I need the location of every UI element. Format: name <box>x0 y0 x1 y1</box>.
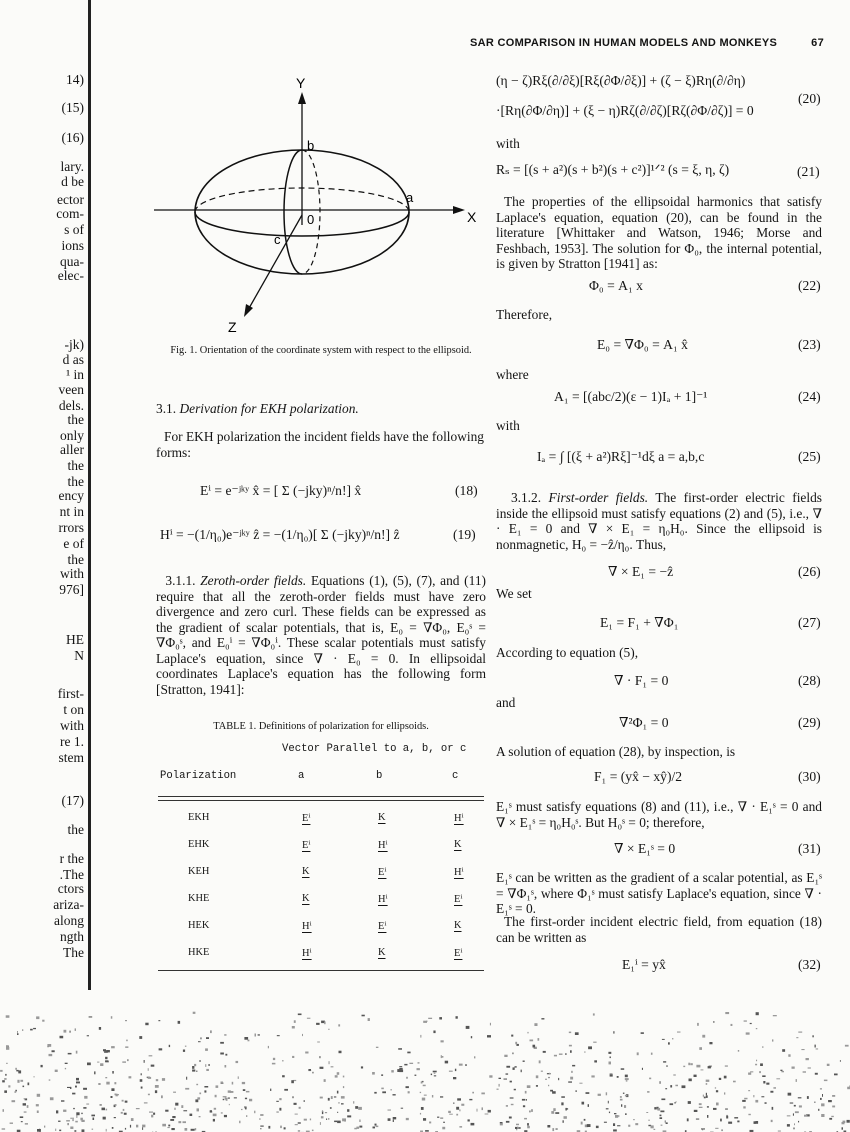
table-cell: K <box>378 947 386 958</box>
page-edge <box>88 0 91 990</box>
equation-30-number: (30) <box>798 769 821 784</box>
fragment-text: (16) <box>61 130 84 145</box>
fragment-text: HE <box>66 632 84 647</box>
figure-caption: Fig. 1. Orientation of the coordinate system with respect to the ellipsoid. <box>170 345 472 356</box>
paragraph-e1s-conditions: E₁ˢ must satisfy equations (8) and (11), i.e., ∇ · E₁ˢ = 0 and ∇ × E₁ˢ = η₀H₀ˢ. But H₀ˢ = 0; therefore, <box>496 799 822 830</box>
table-cell: Eⁱ <box>378 867 387 878</box>
section-title: Zeroth-order fields. <box>200 573 307 588</box>
equation-20-line-1: (η − ζ)Rξ(∂/∂ξ)[Rξ(∂Φ/∂ξ)] + (ζ − ξ)Rη(∂/∂η) <box>496 73 746 88</box>
fragment-text: The <box>63 945 84 960</box>
equation-26-number: (26) <box>798 564 821 579</box>
table-rule-top-2 <box>158 800 484 801</box>
text-according: According to equation (5), <box>496 645 639 660</box>
fragment-text: the <box>67 458 84 473</box>
table-cell: K <box>302 866 310 877</box>
label-y: Y <box>296 75 306 91</box>
table-cell: K <box>454 920 462 931</box>
paragraph-incident-fields: For EKH polarization the incident fields have the following forms: <box>156 429 484 460</box>
fragment-text: stem <box>58 750 84 765</box>
fragment-text: veen <box>58 382 84 397</box>
equation-23: E₀ = ∇Φ₀ = A₁ x̂ <box>597 337 688 352</box>
section-number: 3.1. <box>156 401 177 416</box>
equation-19: Hⁱ = −(1/η₀)e⁻ʲᵏʸ ẑ = −(1/η₀)[ Σ (−jky)ⁿ/n!] ẑ <box>160 527 400 542</box>
table-cell: Eⁱ <box>378 921 387 932</box>
fragment-text: ector <box>57 192 84 207</box>
fragment-text: first- <box>57 686 84 701</box>
equation-32: E₁ⁱ = yx̂ <box>622 957 666 972</box>
text-we-set: We set <box>496 586 532 601</box>
fragment-text: d be <box>61 174 84 189</box>
paragraph-incident-first-order: The first-order incident electric field, from equation (18) can be written as <box>496 914 822 945</box>
column-header: Polarization <box>160 770 237 782</box>
section-3-1-1 <box>156 573 486 697</box>
equation-28-number: (28) <box>798 673 821 688</box>
paragraph-scalar-potential: E₁ˢ can be written as the gradient of a scalar potential, as E₁ˢ = ∇Φ₁ˢ, where Φ₁ˢ must satisfy Laplace's equation, since ∇ · E₁ˢ = 0. <box>496 870 822 916</box>
equation-26: ∇ × E₁ = −ẑ <box>608 564 674 579</box>
fragment-text: along <box>54 913 84 928</box>
label-origin: 0 <box>307 212 315 227</box>
fragment-text: (15) <box>61 100 84 115</box>
fragment-text: the <box>67 474 84 489</box>
fragment-text: ariza- <box>53 897 84 912</box>
table-cell: Eⁱ <box>454 894 463 905</box>
table-rule-top <box>158 796 484 797</box>
equation-24-number: (24) <box>798 389 821 404</box>
fragment-text: ngth <box>59 929 84 944</box>
equation-27-number: (27) <box>798 615 821 630</box>
section-number: 3.1.1. <box>165 573 196 588</box>
table-cell: Eⁱ <box>454 948 463 959</box>
fragment-text: qua- <box>60 254 84 269</box>
equation-21: Rₛ = [(s + a²)(s + b²)(s + c²)]¹ᐟ² (s = ξ, η, ζ) <box>496 162 730 177</box>
fragment-text: -jk) <box>64 337 84 352</box>
row-polarization: EKH <box>188 812 210 823</box>
fragment-text: elec- <box>57 268 84 283</box>
equation-30: F₁ = (yx̂ − xŷ)/2 <box>594 769 683 784</box>
fragment-text: com- <box>56 206 84 221</box>
fragment-text: the <box>67 822 84 837</box>
row-polarization: KEH <box>188 866 210 877</box>
fragment-text: nt in <box>59 504 84 519</box>
label-b: b <box>307 138 315 153</box>
equation-31-number: (31) <box>798 841 821 856</box>
table-rule-bottom <box>158 970 484 971</box>
fragment-text: the <box>67 412 84 427</box>
equation-29-number: (29) <box>798 715 821 730</box>
row-polarization: EHK <box>188 839 210 850</box>
fragment-text: dels. <box>58 398 84 413</box>
text-with-2: with <box>496 418 520 433</box>
table-cell: K <box>454 839 462 850</box>
section-number: 3.1.2. <box>510 490 542 505</box>
fragment-text: r the <box>59 851 84 866</box>
column-header: c <box>452 770 459 782</box>
fragment-text: 14) <box>66 72 84 87</box>
paragraph-zeroth-order: Equations (1), (5), (7), and (11) require that all the zeroth-order fields must have zero divergence and zero curl. These fields can be expressed as the gradient of scalar potentials, that is, E₀ = ∇Φ₀, E₀ˢ = ∇Φ₀ˢ, and E₀ⁱ = ∇Φ₀ⁱ. These scalar potentials must satisfy Laplace's equation, since ∇ · E₀ = 0. In ellipsoidal coordinates Laplace's equation has the following form [Stratton, 1941]: <box>156 573 486 697</box>
fragment-text: with <box>59 718 84 733</box>
fragment-text: ency <box>58 488 84 503</box>
equation-22: Φ₀ = A₁ x <box>589 278 643 293</box>
row-polarization: HKE <box>188 947 210 958</box>
table-cell: K <box>302 893 310 904</box>
paragraph-first-order: The first-order electric fields inside the ellipsoid must satisfy equations (2) and (5), i.e., ∇ · E₁ = 0 and ∇ × E₁ = η₀H₀. Since the ellipsoid is nonmagnetic, H₀ = −ẑ/η₀. Thus, <box>496 490 823 552</box>
adjacent-page-fragment <box>0 0 86 990</box>
table-cell: K <box>378 812 386 823</box>
text-therefore: Therefore, <box>496 307 553 322</box>
table-cell: Hⁱ <box>454 813 464 824</box>
paragraph-ellipsoidal-harmonics: The properties of the ellipsoidal harmonics that satisfy Laplace's equation, equation (20), can be found in the literature [Whittaker and Watson, 1946; Morse and Feshbach, 1953]. The solution for Φ₀, the internal potential, is given by Stratton [1941] as: <box>496 194 822 271</box>
equation-27: E₁ = F₁ + ∇Φ₁ <box>600 615 679 630</box>
table-cell: Hⁱ <box>302 921 312 932</box>
equation-19-number: (19) <box>453 527 476 542</box>
equation-24: A₁ = [(abc/2)(ε − 1)Iₐ + 1]⁻¹ <box>554 389 708 404</box>
fragment-text: t on <box>63 702 84 717</box>
column-header: b <box>376 770 383 782</box>
equation-29: ∇²Φ₁ = 0 <box>619 715 669 730</box>
table-cell: Hⁱ <box>378 840 388 851</box>
meridian-front <box>284 150 302 274</box>
z-axis-arrow <box>244 304 253 317</box>
fragment-text: the <box>67 552 84 567</box>
table-cell: Hⁱ <box>454 867 464 878</box>
fragment-text: N <box>74 648 84 663</box>
page-number: 67 <box>811 37 824 49</box>
row-polarization: HEK <box>188 920 210 931</box>
fragment-text: with <box>59 566 84 581</box>
text-with: with <box>496 136 520 151</box>
table-cell: Eⁱ <box>302 813 311 824</box>
section-3-1-2 <box>496 490 822 552</box>
label-x: X <box>467 209 477 225</box>
equation-22-number: (22) <box>798 278 821 293</box>
equation-28: ∇ · F₁ = 0 <box>614 673 669 688</box>
fragment-text: only <box>59 428 84 443</box>
table-title: TABLE 1. Definitions of polarization for ellipsoids. <box>213 721 429 732</box>
row-polarization: KHE <box>188 893 210 904</box>
fragment-text: ¹ in <box>66 367 84 382</box>
label-a: a <box>406 190 414 205</box>
section-title: First-order fields. <box>548 490 649 505</box>
fragment-text: .The <box>59 867 84 882</box>
fragment-text: re 1. <box>60 734 84 749</box>
z-axis <box>248 215 302 310</box>
equation-18: Eⁱ = e⁻ʲᵏʸ x̂ = [ Σ (−jky)ⁿ/n!] x̂ <box>200 483 362 498</box>
equation-20-number: (20) <box>798 91 821 106</box>
fragment-text: ions <box>61 238 84 253</box>
polarization-table <box>158 740 484 980</box>
section-title: Derivation for EKH polarization. <box>179 401 359 416</box>
label-c: c <box>274 232 281 247</box>
y-axis-arrow <box>298 92 306 104</box>
fragment-text: e of <box>63 536 84 551</box>
text-where: where <box>496 367 529 382</box>
text-and: and <box>496 695 516 710</box>
section-3-1-heading <box>156 401 486 417</box>
fragment-text: ctors <box>57 881 84 896</box>
scan-noise-band <box>0 1010 850 1132</box>
table-cell: Hⁱ <box>302 948 312 959</box>
fragment-text: aller <box>60 442 84 457</box>
equation-18-number: (18) <box>455 483 478 498</box>
equation-20-line-2: ·[Rη(∂Φ/∂η)] + (ξ − η)Rζ(∂/∂ζ)[Rζ(∂Φ/∂ζ)] = 0 <box>496 103 754 118</box>
fragment-text: lary. <box>60 159 84 174</box>
ellipsoid-figure <box>150 70 490 340</box>
fragment-text: s of <box>64 222 84 237</box>
table-cell: Eⁱ <box>302 840 311 851</box>
column-header: a <box>298 770 305 782</box>
fragment-text: 976] <box>59 582 84 597</box>
running-title: SAR COMPARISON IN HUMAN MODELS AND MONKEYS <box>470 37 778 49</box>
equation-31: ∇ × E₁ˢ = 0 <box>614 841 676 856</box>
equation-32-number: (32) <box>798 957 821 972</box>
fragment-text: rrors <box>58 520 84 535</box>
equation-25-number: (25) <box>798 449 821 464</box>
equation-25: Iₐ = ∫ [(ξ + a²)Rξ]⁻¹dξ a = a,b,c <box>537 449 705 464</box>
table-cell: Hⁱ <box>378 894 388 905</box>
fragment-text: d as <box>62 352 84 367</box>
label-z: Z <box>228 319 237 335</box>
paragraph-solution: A solution of equation (28), by inspection, is <box>496 744 736 759</box>
x-axis-arrow <box>453 206 465 214</box>
equation-21-number: (21) <box>797 164 820 179</box>
fragment-text: (17) <box>61 793 84 808</box>
table-group-header: Vector Parallel to a, b, or c <box>282 743 467 755</box>
equation-23-number: (23) <box>798 337 821 352</box>
